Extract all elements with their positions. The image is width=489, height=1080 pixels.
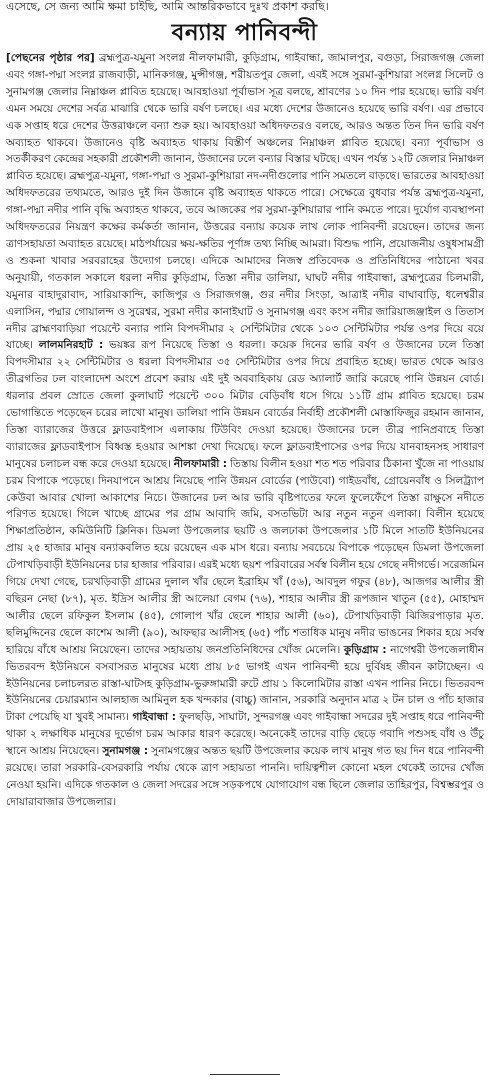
- continued-from-back-page-tag: [পেছনের পৃষ্ঠার পর]: [6, 52, 95, 64]
- body-paragraph-general: ব্রহ্মপুত্র-যমুনা সংলগ্ন নীলফামারী, কুড়িগ্রাম, গাইবান্ধা, জামালপুর, বগুড়া, সিরাজগঞ্জ জেলা এবং গঙ্গা-পদ্মা সংলগ্ন রাজবাড়ী, মানিকগঞ্জ, মুন্সীগঞ্জ, শরীয়তপুর জেলা, এবই সঙ্গে সুরমা-কুশিয়ারা সংলগ্ন সিলেট ও সুনামগঞ্জ জেলার নিম্নাঞ্চল প্লাবিত হয়েছে। আবহাওয়া পূর্বাভাস সূত্র বলছে, শ্রাবণের ১০ দিন পার হয়েছে। ভারি বর্ষণ এমন সময়ে দেশের সর্বত্র মাঝারি থেকে ভারি বর্ষণ চলছে। এর মধ্যে দেশের উজানেও হয়েছে ভারি বর্ষণ। এর প্রভাবে এক সপ্তাহ ধরে দেশের উত্তরাঞ্চলে বন্যা শুরু হয়। আবহাওয়া অধিদফতরও বলছে, আরও অন্তত তিন দিন ভারি বর্ষণ অব্যাহত থাকবে। উজানেও বৃষ্টি অব্যাহত থাকায় বিস্তীর্ণ অঞ্চলের নিম্নাঞ্চল প্লাবিত হয়েছে। বন্যা পূর্বাভাস ও সতর্কীকরণ কেন্দ্রের সহকারী প্রকৌশলী জানান, উজানের ঢলে বন্যার বিস্তার ঘটছে। এখন পর্যন্ত ১২টি জেলার নিম্নাঞ্চল প্লাবিত হয়েছে। ব্রহ্মপুত্র-যমুনা, গঙ্গা-পদ্মা ও সুরমা-কুশিয়ারা নদ-নদীগুলোর পানি সমতলে বাড়ছে। ভারতের আবহাওয়া অধিদফতরের তথ্যমতে, আরও দুই দিন উজানে বৃষ্টি অব্যাহত থাকতে পারে। সেক্ষেত্রে বুধবার পর্যন্ত ব্রহ্মপুত্র-যমুনা, গঙ্গা-পদ্মা নদীর পানি বৃদ্ধি অব্যাহত থাকবে, তবে আজকের পর সুরমা-কুশিয়ারার পানি কমতে পারে। দুর্যোগ ব্যবস্থাপনা অধিদফতরের নিয়ন্ত্রণ কক্ষের কর্মকর্তা জানান, উত্তরের বন্যায় কয়েক লাখ লোক পানিবন্দী রয়েছেন। তাদের জন্য ত্রাণসহায়তা অব্যাহত রয়েছে। মাঠপর্যায়ের ক্ষয়-ক্ষতির পূর্ণাঙ্গ তথ্য নিচ্ছি আমরা। বিশুদ্ধ পানি, প্রয়োজনীয় ওষুধসামগ্রী ও শুকনা খাবার সরবরাহের উদ্যোগ চলছে। এদিকে আমাদের নিজস্ব প্রতিবেদক ও প্রতিনিধিদের পাঠানো খবর অনুযায়ী, গতকাল সকালে ধরলা নদীর কুড়িগ্রাম, তিস্তা নদীর ডালিয়া, ঘাঘট নদীর গাইবান্ধা, ব্রহ্মপুত্রের চিলমারী, যমুনার বাহাদুরাবাদ, সারিয়াকান্দি, কাজিপুর ও সিরাজগঞ্জ, গুর নদীর সিংড়া, আত্রাই নদীর বাঘাবাড়ি, ধলেশ্বরীর এলাসিন, পদ্মার গোয়ালন্দ ও সুরেশ্বর, সুরমা নদীর কানাইঘাট ও সুনামগঞ্জ এবং কংস নদীর জারিয়াজঞ্জাইল ও তিতাস নদীর ব্রাহ্মণবাড়িয়া পয়েন্টে বন্যার পানি বিপদসীমার ২ সেন্টিমিটার থেকে ১০৩ সেন্টিমিটার পর্যন্ত ওপর দিয়ে বয়ে যাচ্ছে।: [6, 52, 484, 352]
- cropped-next-item-fragment: [0, 1071, 489, 1080]
- location-nilphamari: নীলফামারী :: [173, 457, 227, 470]
- location-lalmonirhat: লালমনিরহাট :: [38, 339, 104, 352]
- body-paragraph-lalmonirhat: ভয়ঙ্কর রূপ নিয়েছে তিস্তা ও ধরলা। কয়েক দিনের ভারি বর্ষণ ও উজানের ঢলে তিস্তা বিপদসীমার ২২ সেন্টিমিটার ও ধরলা বিপদসীমার ৩৫ সেন্টিমিটার ওপর দিয়ে প্রবাহিত হচ্ছে। ভারত থেকে আরও তীব্রগতির ঢল বাংলাদেশ অংশে প্রবেশ করায় এই দুই অববাহিকায় রেড অ্যালার্ট জারি করেছে পানি উন্নয়ন বোর্ড। ধরলার প্রবল স্রোতে জেলা কুলাঘাট পয়েন্টে ৩০০ মিটার বেড়িবাঁধ ধসে গিয়ে ১১টি গ্রাম প্লাবিত হয়েছে। চরম ভোগান্তিতে পড়েছেন চরের লাখো মানুষ। ডালিয়া পানি উন্নয়ন বোর্ডের নির্বাহী প্রকৌশলী মোস্তাফিজুর রহমান জানান, তিস্তা ব্যারাজের উত্তরে ফ্লাডবাইপাস এলাকায় টিউবিং দেওয়া হয়েছে। উজানের ঢলে তীব্র পানিপ্রবাহে তিস্তা ব্যারাজের ফ্লাডবাইপাস বিধ্বস্ত হওয়ার আশঙ্কা দেখা দিয়েছে। ফলে ফ্লাডবাইপাসের ওপর দিয়ে যানবাহনসহ সাধারণ মানুষের চলাচল বন্ধ করে দেওয়া হয়েছে।: [6, 339, 484, 470]
- body-paragraph-gaibandha: ফুলছড়ি, সাঘাটা, সুন্দরগঞ্জ এবং গাইবান্ধা সদরের দুই সপ্তাহ ধরে পানিবন্দী থাকা ২ লক্ষাধিক মানুষের দুর্ভোগ চরম আকার ধারণ করেছে। অনেকেই তাদের বাড়ি ছেড়ে গবাদি পশুসহ বাঁধ ও উঁচু স্থানে আশ্রয় নিয়েছেন।: [6, 711, 484, 758]
- cropped-rule-line: [210, 1074, 280, 1080]
- body-paragraph-nilphamari: তিস্তায় বিলীন হওয়া শত শত পরিবার ঠিকানা খুঁজে না পাওয়ায় চরম বিপাকে পড়েছে। দিনযাপনে আশ্রয় নিয়েছে পানি উন্নয়ন বোর্ডের (পাউবো) গাইডবাঁধ, গ্রোয়েনবাঁধ ও সিলট্র্যাপ কেউবা আবার খোলা আকাশের নিচে। উজানের ঢল আর ভারি বৃষ্টিপাতের ফলে ফুলেফেঁপে তিস্তা রাক্ষুসে নদীতে পরিণত হয়েছে। গিলে খাচ্ছে গ্রামের পর গ্রাম আবাদি জমি, বসতভিটা আর নতুন নতুন এলাকা। বিলীন হয়েছে শিক্ষাপ্রতিষ্ঠান, কমিউনিটি ক্লিনিক। ডিমলা উপজেলার ছয়টি ও জলঢাকা উপজেলার ১টি মিলে সাতটি ইউনিয়নের প্রায় ২৫ হাজার মানুষ বন্যাকবলিত হয়ে রয়েছেন এক মাস ধরে। বন্যায় সবচেয়ে বিপাকে পড়েছেন ডিমলা উপজেলা টেপাখড়িবাড়ী ইউনিয়নের চার হাজার পরিবার। এরই মধ্যে ছয়শ পরিবারের সর্বস্ব বিলীন হয়ে গেছে নদীগর্ভে। সরেজমিন গিয়ে দেখা গেছে, চরখড়িবাড়ী গ্রামের দুলাল খাঁর ছেলে ইব্রাহিম খাঁ (৫৬), আবদুল গফুর (৪৮), আজগর আলীর স্ত্রী বছিরন নেছা (৮৭), মৃত. ইদ্রিস আলীর স্ত্রী আলেয়া বেগম (৭৬), শাহার আলীর স্ত্রী রূপজান খাতুন (৫৫), মোহাম্মদ আলীর ছেলে রফিকুল ইসলাম (৪৫), গোলাপ খাঁর ছেলে শাহার আলী (৬০), টেপাখড়িবাড়ী ঝিজিরপাড়ার মৃত. ছলিমুদ্দিনের ছেলে কাশেম আলী (৯০), আফছার আলীসহ (৬৫) পাঁচ শতাধিক মানুষ নদীর ভাঙনের শিকার হয়ে সর্বস্ব হারিয়ে বাঁধে আশ্রয় নিয়েছেন। তাদের সহায়তায় জনপ্রতিনিধিদের খোঁজ মেলেনি।: [6, 457, 484, 656]
- body-paragraph-sunamganj: সুনামগঞ্জের অন্তত ছয়টি উপজেলার কয়েক লাখ মানুষ গত ছয় দিন ধরে পানিবন্দী রয়েছে। তারা সরকারি-বেসরকারি পর্যায় থেকে ত্রাণ সহায়তা পাননি। দায়িত্বশীল কোনো মহল থেকেই তাদের খোঁজ নেওয়া হয়নি। এদিকে গতকাল ও জেলা সদরের সঙ্গে সড়কপথে যোগাযোগ বন্ধ ছিলে জেলার তাহিরপুর, বিশ্বম্ভরপুর ও দোয়ারাবাজার উপজেলার।: [6, 745, 484, 808]
- article-body: [0, 50, 489, 1066]
- location-sunamganj: সুনামগঞ্জ :: [102, 745, 149, 758]
- body-paragraph-kurigram: নাগেশ্বরী উপজেলাধীন ভিতরবন্দ ইউনিয়নে বসবাসরত মানুষের মধ্যে প্রায় ৮৫ ভাগই এখন পানিবন্দী হয়ে দুর্বিষহ জীবন কাটাচ্ছেন। এ ইউনিয়নের চলাচলরত রাস্তা-ঘাটসহ কুড়িগ্রাম-ভুরুঙ্গামারী রুটে প্রায় ১ কিলোমিটার রাস্তা এখন পানির নিচে। ভিতরবন্দ ইউনিয়নের চেয়ারম্যান আলহাজ আমিনুল হক খন্দকার (বাচ্চু) জানান, সরকারি অনুদান মাত্র ২ টন চাল ও পাঁচ হাজার টাকা পেয়েছি যা খুবই সামান্য।: [6, 643, 484, 724]
- article-headline: বন্যায় পানিবন্দী: [171, 20, 318, 46]
- location-kurigram: কুড়িগ্রাম :: [343, 643, 387, 656]
- location-gaibandha: গাইবান্ধা :: [132, 711, 176, 724]
- previous-article-fragment: এসেছে, সে জন্য আমি ক্ষমা চাইছি, আমি আন্তরিকভাবে দুঃখ প্রকাশ করছি।: [6, 0, 329, 13]
